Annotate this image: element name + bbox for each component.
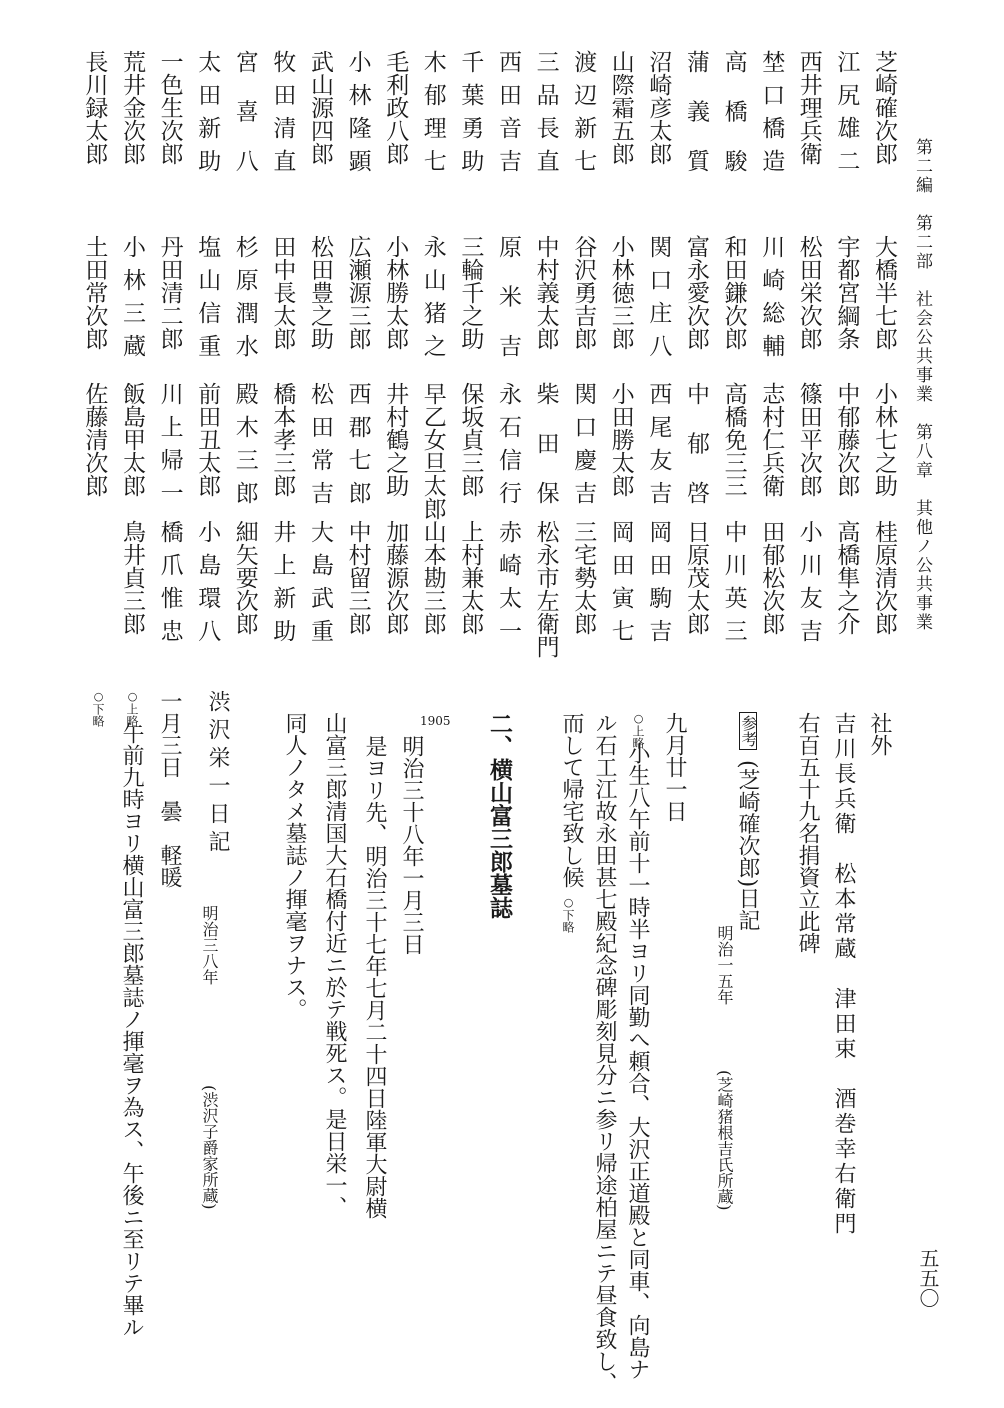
donor-name: 宮喜八 <box>231 50 258 199</box>
donor-name: 高橋駿 <box>720 50 747 199</box>
donor-name: 原米吉 <box>495 235 521 384</box>
donor-name: 中川英三 <box>720 520 747 652</box>
donor-name: 塩山信重 <box>194 235 221 367</box>
entry-date: 一月三日 曇 軽暖 <box>157 690 182 888</box>
donor-name: 高橋免三三 <box>720 382 747 497</box>
donor-name: 山本勘三郎 <box>419 520 446 635</box>
donor-name: 篠田平次郎 <box>795 382 822 497</box>
diary-source: (芝崎猪根吉氏所蔵) <box>715 1070 734 1211</box>
donor-name: 松田豊之助 <box>307 235 333 350</box>
donor-name: 桂原清次郎 <box>871 520 897 635</box>
donor-name: 千葉勇助 <box>457 50 484 182</box>
running-head: 第二編 第二部 社会公共事業 第八章 其他ノ公共事業 <box>912 138 932 632</box>
donor-name: 中村留三郎 <box>344 520 371 635</box>
diary-text-line-1: 小生八午前十一時半ヨリ同勤へ頼合、大沢正道殿と同車、向島ナ <box>625 742 650 1380</box>
donor-name: 一色生次郎 <box>156 50 183 165</box>
diary-title: (芝崎確次郎)日記 <box>735 760 760 932</box>
donor-name: 毛利政八郎 <box>382 50 409 165</box>
donor-name: 山際霜五郎 <box>607 50 634 165</box>
donor-name: 中郁藤次郎 <box>833 382 860 497</box>
donor-name: 関口慶吉 <box>570 382 597 514</box>
donor-name: 細矢要次郎 <box>231 520 258 635</box>
paragraph-line-1: 是ヨリ先、明治三十七年七月二十四日陸軍大尉横 <box>362 735 387 1219</box>
donor-name: 日原茂太郎 <box>683 520 709 635</box>
donor-name: 小林三蔵 <box>119 235 145 367</box>
donor-name: 荒井金次郎 <box>119 50 145 165</box>
donor-name: 広瀬源三郎 <box>344 235 371 350</box>
donor-name: 太田新助 <box>194 50 221 182</box>
donor-name: 西井理兵衛 <box>795 50 822 165</box>
ellipsis-mark-top: ○上略 <box>631 712 645 749</box>
donor-name: 上村兼太郎 <box>457 520 484 635</box>
donor-name: 三宅勢太郎 <box>570 520 597 635</box>
donor-name: 加藤源次郎 <box>382 520 409 635</box>
ellipsis-mark-entry-top: ○上略 <box>125 690 139 727</box>
page-number: 五五〇 <box>916 1248 940 1308</box>
donor-name: 芝崎確次郎 <box>871 50 897 165</box>
donor-name: 富永愛次郎 <box>683 235 709 350</box>
donor-name: 佐藤清次郎 <box>81 382 108 497</box>
donor-name: 大島武重 <box>307 520 333 652</box>
shibusawa-diary-source: (渋沢子爵家所蔵) <box>200 1085 219 1210</box>
donor-name: 関口庄八 <box>645 235 672 367</box>
donor-name: 渡辺新七 <box>570 50 597 182</box>
donor-name: 川上帰一 <box>156 382 183 514</box>
donor-name: 早乙女旦太郎 <box>419 382 446 520</box>
donor-name: 小田勝太郎 <box>607 382 634 497</box>
donor-name: 蒲義質 <box>683 50 709 199</box>
donor-name: 松田常吉 <box>307 382 333 514</box>
donor-name: 武山源四郎 <box>307 50 333 165</box>
donor-name: 埜口橋造 <box>758 50 785 182</box>
donor-name: 中郁啓 <box>683 382 709 531</box>
donor-name: 岡田駒吉 <box>645 520 672 652</box>
donor-name: 小林徳三郎 <box>607 235 634 350</box>
shagai-label: 社外 <box>867 712 892 756</box>
diary-year: 明治一五年 <box>715 925 734 1005</box>
date-heading: 明治三十八年一月三日 <box>399 735 424 955</box>
donor-name: 殿木三郎 <box>231 382 258 514</box>
paragraph-line-2: 山富三郎清国大石橋付近ニ於テ戦死ス。是日栄一、 <box>322 712 347 1218</box>
paragraph-line-3: 同人ノタメ墓誌ノ揮毫ヲナス。 <box>282 712 307 1020</box>
donor-name: 谷沢勇吉郎 <box>570 235 597 350</box>
donor-name: 井村鶴之助 <box>382 382 409 497</box>
donor-name: 松田栄次郎 <box>795 235 822 350</box>
donor-name: 永石信行 <box>495 382 521 514</box>
donor-name: 西尾友吉 <box>645 382 672 514</box>
donor-name: 木郁理七 <box>419 50 446 182</box>
reference-tag: 参考 <box>739 712 757 750</box>
ellipsis-mark-bottom: ○下略 <box>561 896 575 933</box>
donor-name: 宇都宮綱条 <box>833 235 860 350</box>
donor-name: 橋本孝三郎 <box>269 382 296 497</box>
donor-name: 小林隆顕 <box>344 50 371 182</box>
section-title: 二、横山富三郎墓誌 <box>486 712 513 919</box>
donor-name: 岡田寅七 <box>607 520 634 652</box>
donor-name: 大橋半七郎 <box>871 235 897 350</box>
donor-name: 小島環八 <box>194 520 221 652</box>
donor-name: 田中長太郎 <box>269 235 296 350</box>
donor-name: 橋爪惟忠 <box>156 520 183 652</box>
diary-text-line-3: 而して帰宅致し候 <box>559 712 584 888</box>
donor-name: 牧田清直 <box>269 50 296 182</box>
shibusawa-diary-title: 渋沢栄一日記 <box>205 690 230 858</box>
donor-name: 志村仁兵衛 <box>758 382 785 497</box>
donor-name: 飯島甲太郎 <box>119 382 145 497</box>
donor-name: 小林七之助 <box>871 382 897 497</box>
donor-name: 鳥井貞三郎 <box>119 520 145 635</box>
donor-name: 永山猪之 <box>419 235 446 367</box>
shibusawa-diary-year: 明治三八年 <box>200 905 219 985</box>
donor-name: 三品長直 <box>532 50 559 182</box>
entry-text: 午前九時ヨリ横山富三郎墓誌ノ揮毫ヲ為ス、午後ニ至リテ畢ル <box>119 722 144 1338</box>
donor-name: 小林勝太郎 <box>382 235 409 350</box>
shagai-names: 吉川長兵衛 松本常蔵 津田束 酒巻幸右衛門 <box>831 712 856 1237</box>
donor-name: 田郁松次郎 <box>758 520 785 635</box>
donor-name: 西田音吉 <box>495 50 521 182</box>
donor-name: 沼崎彦太郎 <box>645 50 672 165</box>
donor-name: 前田丑太郎 <box>194 382 221 497</box>
donor-name: 長川録太郎 <box>81 50 108 165</box>
diary-date: 九月廿一日 <box>662 712 687 822</box>
year-note: 1905 <box>420 714 451 728</box>
donor-name: 赤崎太一 <box>495 520 521 652</box>
donor-name: 和田鎌次郎 <box>720 235 747 350</box>
donor-name: 柴田保 <box>532 382 559 531</box>
donor-name: 丹田清二郎 <box>156 235 183 350</box>
donor-name: 小川友吉 <box>795 520 822 652</box>
ellipsis-mark-final: ○下略 <box>91 690 105 727</box>
donor-name: 西郡七郎 <box>344 382 371 514</box>
donor-name: 土田常次郎 <box>81 235 108 350</box>
diary-text-line-2: ル石工江故永田甚七殿紀念碑彫刻見分ニ参リ帰途柏屋ニテ昼食致し、 <box>592 712 617 1394</box>
donor-name: 江尻雄二 <box>833 50 860 182</box>
donor-name: 井上新助 <box>269 520 296 652</box>
donor-name: 松永市左衛門 <box>532 520 559 658</box>
donor-name: 保坂貞三郎 <box>457 382 484 497</box>
donor-name: 中村義太郎 <box>532 235 559 350</box>
donor-name: 杉原潤水 <box>231 235 258 367</box>
donation-line: 右百五十九名捐資立此碑 <box>795 712 820 954</box>
donor-name: 三輪千之助 <box>457 235 484 350</box>
donor-name: 川崎総輔 <box>758 235 785 367</box>
donor-name: 高橋隼之介 <box>833 520 860 635</box>
